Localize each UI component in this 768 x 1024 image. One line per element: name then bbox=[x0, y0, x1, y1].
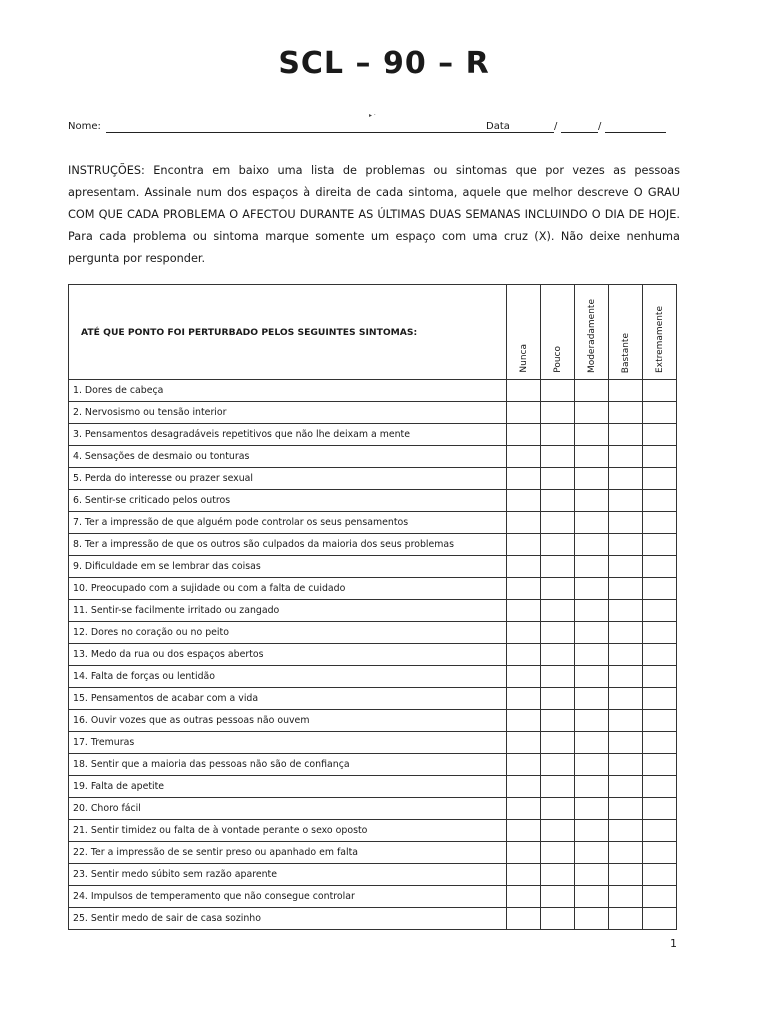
answer-box[interactable] bbox=[643, 468, 677, 490]
answer-box[interactable] bbox=[609, 732, 643, 754]
symptom-text: 20. Choro fácil bbox=[69, 798, 507, 820]
answer-box[interactable] bbox=[507, 666, 541, 688]
symptom-text: 9. Dificuldade em se lembrar das coisas bbox=[69, 556, 507, 578]
table-row bbox=[69, 402, 677, 424]
scale-label: Bastante bbox=[620, 332, 631, 373]
answer-box[interactable] bbox=[575, 380, 609, 402]
answer-box[interactable] bbox=[575, 644, 609, 666]
answer-box[interactable] bbox=[541, 644, 575, 666]
answer-box[interactable] bbox=[575, 864, 609, 886]
answer-box[interactable] bbox=[643, 864, 677, 886]
scale-header-extremamente bbox=[643, 285, 677, 380]
answer-box[interactable] bbox=[609, 864, 643, 886]
answer-box[interactable] bbox=[507, 556, 541, 578]
symptom-items bbox=[69, 380, 677, 930]
answer-box[interactable] bbox=[575, 512, 609, 534]
symptom-text: 11. Sentir-se facilmente irritado ou zangado bbox=[69, 600, 507, 622]
table-row bbox=[69, 688, 677, 710]
table-row bbox=[69, 644, 677, 666]
answer-box[interactable] bbox=[507, 578, 541, 600]
answer-box[interactable] bbox=[643, 886, 677, 908]
date-separator: / bbox=[554, 121, 558, 132]
answer-box[interactable] bbox=[609, 534, 643, 556]
answer-box[interactable] bbox=[575, 556, 609, 578]
answer-box[interactable] bbox=[575, 776, 609, 798]
answer-box[interactable] bbox=[507, 754, 541, 776]
answer-box[interactable] bbox=[507, 424, 541, 446]
answer-box[interactable] bbox=[609, 820, 643, 842]
answer-box[interactable] bbox=[609, 380, 643, 402]
date-month-field[interactable] bbox=[561, 132, 598, 133]
answer-box[interactable] bbox=[643, 842, 677, 864]
answer-box[interactable] bbox=[575, 666, 609, 688]
answer-box[interactable] bbox=[575, 908, 609, 930]
answer-box[interactable] bbox=[609, 644, 643, 666]
name-field[interactable] bbox=[106, 132, 542, 133]
answer-box[interactable] bbox=[609, 424, 643, 446]
answer-box[interactable] bbox=[575, 490, 609, 512]
answer-box[interactable] bbox=[507, 380, 541, 402]
answer-box[interactable] bbox=[575, 534, 609, 556]
answer-box[interactable] bbox=[507, 644, 541, 666]
table-row bbox=[69, 556, 677, 578]
table-row bbox=[69, 710, 677, 732]
table-row bbox=[69, 380, 677, 402]
table-row bbox=[69, 908, 677, 930]
answer-box[interactable] bbox=[609, 490, 643, 512]
scale-label: Pouco bbox=[552, 346, 563, 373]
symptom-text: 23. Sentir medo súbito sem razão aparente bbox=[69, 864, 507, 886]
answer-box[interactable] bbox=[643, 600, 677, 622]
symptom-text: 12. Dores no coração ou no peito bbox=[69, 622, 507, 644]
symptom-table bbox=[68, 284, 677, 930]
answer-box[interactable] bbox=[507, 622, 541, 644]
answer-box[interactable] bbox=[643, 446, 677, 468]
symptom-text: 7. Ter a impressão de que alguém pode controlar os seus pensamentos bbox=[69, 512, 507, 534]
answer-box[interactable] bbox=[507, 908, 541, 930]
symptom-text: 2. Nervosismo ou tensão interior bbox=[69, 402, 507, 424]
answer-box[interactable] bbox=[609, 446, 643, 468]
answer-box[interactable] bbox=[643, 490, 677, 512]
symptom-text: 22. Ter a impressão de se sentir preso ou apanhado em falta bbox=[69, 842, 507, 864]
answer-box[interactable] bbox=[507, 864, 541, 886]
symptom-text: 4. Sensações de desmaio ou tonturas bbox=[69, 446, 507, 468]
table-row bbox=[69, 512, 677, 534]
answer-box[interactable] bbox=[507, 688, 541, 710]
table-row bbox=[69, 578, 677, 600]
table-row bbox=[69, 864, 677, 886]
answer-box[interactable] bbox=[541, 600, 575, 622]
symptom-text: 19. Falta de apetite bbox=[69, 776, 507, 798]
answer-box[interactable] bbox=[609, 622, 643, 644]
scale-label: Extremamente bbox=[654, 306, 665, 373]
answer-box[interactable] bbox=[541, 842, 575, 864]
symptom-text: 6. Sentir-se criticado pelos outros bbox=[69, 490, 507, 512]
answer-box[interactable] bbox=[609, 600, 643, 622]
answer-box[interactable] bbox=[541, 666, 575, 688]
answer-box[interactable] bbox=[609, 798, 643, 820]
form-title: SCL – 90 – R bbox=[278, 46, 490, 81]
symptom-text: 15. Pensamentos de acabar com a vida bbox=[69, 688, 507, 710]
instructions-paragraph: INSTRUÇÕES: Encontra em baixo uma lista de problemas ou sintomas que por vezes as pessoas apresentam. Assinale num dos espaços à direita de cada sintoma, aquele que melhor descreve O GRAU COM QUE CADA PROBLEMA O AFECTOU DURANTE AS ÚLTIMAS DUAS SEMANAS INCLUINDO O DIA DE HOJE. Para cada problema ou sintoma marque somente um espaço com uma cruz (X). Não deixe nenhuma pergunta por responder. bbox=[68, 164, 680, 265]
answer-box[interactable] bbox=[609, 666, 643, 688]
answer-box[interactable] bbox=[575, 578, 609, 600]
symptom-text: 21. Sentir timidez ou falta de à vontade perante o sexo oposto bbox=[69, 820, 507, 842]
date-label: Data bbox=[486, 121, 510, 132]
answer-box[interactable] bbox=[541, 512, 575, 534]
answer-box[interactable] bbox=[541, 710, 575, 732]
answer-box[interactable] bbox=[541, 424, 575, 446]
answer-box[interactable] bbox=[575, 688, 609, 710]
answer-box[interactable] bbox=[643, 666, 677, 688]
symptom-text: 1. Dores de cabeça bbox=[69, 380, 507, 402]
answer-box[interactable] bbox=[541, 798, 575, 820]
answer-box[interactable] bbox=[507, 600, 541, 622]
answer-box[interactable] bbox=[541, 732, 575, 754]
answer-box[interactable] bbox=[541, 490, 575, 512]
answer-box[interactable] bbox=[507, 710, 541, 732]
answer-box[interactable] bbox=[643, 380, 677, 402]
answer-box[interactable] bbox=[541, 908, 575, 930]
answer-box[interactable] bbox=[609, 842, 643, 864]
date-separator: / bbox=[598, 121, 602, 132]
table-row bbox=[69, 776, 677, 798]
answer-box[interactable] bbox=[643, 556, 677, 578]
answer-box[interactable] bbox=[541, 776, 575, 798]
answer-box[interactable] bbox=[643, 578, 677, 600]
table-row bbox=[69, 798, 677, 820]
answer-box[interactable] bbox=[507, 886, 541, 908]
table-row bbox=[69, 446, 677, 468]
answer-box[interactable] bbox=[609, 402, 643, 424]
table-row bbox=[69, 468, 677, 490]
date-day-field[interactable] bbox=[516, 132, 554, 133]
answer-box[interactable] bbox=[541, 534, 575, 556]
answer-box[interactable] bbox=[609, 578, 643, 600]
answer-box[interactable] bbox=[575, 732, 609, 754]
table-row bbox=[69, 424, 677, 446]
answer-box[interactable] bbox=[575, 622, 609, 644]
table-row bbox=[69, 754, 677, 776]
answer-box[interactable] bbox=[575, 886, 609, 908]
scale-header-bastante bbox=[609, 285, 643, 380]
answer-box[interactable] bbox=[541, 886, 575, 908]
date-year-field[interactable] bbox=[605, 132, 666, 133]
answer-box[interactable] bbox=[643, 622, 677, 644]
table-row bbox=[69, 886, 677, 908]
answer-box[interactable] bbox=[507, 402, 541, 424]
scale-header-moderadamente bbox=[575, 285, 609, 380]
scale-label: Moderadamente bbox=[586, 298, 597, 373]
answer-box[interactable] bbox=[507, 732, 541, 754]
answer-box[interactable] bbox=[643, 424, 677, 446]
answer-box[interactable] bbox=[541, 754, 575, 776]
answer-box[interactable] bbox=[541, 402, 575, 424]
symptom-text: 18. Sentir que a maioria das pessoas não são de confiança bbox=[69, 754, 507, 776]
answer-box[interactable] bbox=[575, 798, 609, 820]
answer-box[interactable] bbox=[541, 468, 575, 490]
answer-box[interactable] bbox=[575, 820, 609, 842]
answer-box[interactable] bbox=[541, 446, 575, 468]
table-row bbox=[69, 666, 677, 688]
answer-box[interactable] bbox=[609, 908, 643, 930]
answer-box[interactable] bbox=[643, 512, 677, 534]
answer-box[interactable] bbox=[643, 710, 677, 732]
answer-box[interactable] bbox=[507, 820, 541, 842]
name-label: Nome: bbox=[68, 121, 101, 132]
answer-box[interactable] bbox=[575, 600, 609, 622]
answer-box[interactable] bbox=[541, 380, 575, 402]
answer-box[interactable] bbox=[575, 842, 609, 864]
scale-label: Nunca bbox=[518, 344, 529, 373]
symptom-text: 17. Tremuras bbox=[69, 732, 507, 754]
answer-box[interactable] bbox=[643, 534, 677, 556]
answer-box[interactable] bbox=[575, 468, 609, 490]
table-row bbox=[69, 622, 677, 644]
answer-box[interactable] bbox=[575, 754, 609, 776]
answer-box[interactable] bbox=[575, 402, 609, 424]
answer-box[interactable] bbox=[643, 644, 677, 666]
answer-box[interactable] bbox=[541, 820, 575, 842]
answer-box[interactable] bbox=[609, 468, 643, 490]
answer-box[interactable] bbox=[643, 688, 677, 710]
answer-box[interactable] bbox=[643, 776, 677, 798]
answer-box[interactable] bbox=[575, 710, 609, 732]
answer-box[interactable] bbox=[609, 688, 643, 710]
symptom-text: 16. Ouvir vozes que as outras pessoas não ouvem bbox=[69, 710, 507, 732]
table-row bbox=[69, 534, 677, 556]
page-number: 1 bbox=[670, 937, 677, 950]
answer-box[interactable] bbox=[507, 468, 541, 490]
name-date-row bbox=[68, 121, 668, 137]
answer-box[interactable] bbox=[541, 622, 575, 644]
answer-box[interactable] bbox=[541, 864, 575, 886]
symptom-text: 24. Impulsos de temperamento que não consegue controlar bbox=[69, 886, 507, 908]
answer-box[interactable] bbox=[609, 512, 643, 534]
scan-speck: ▸ · bbox=[369, 112, 376, 119]
symptom-text: 3. Pensamentos desagradáveis repetitivos que não lhe deixam a mente bbox=[69, 424, 507, 446]
table-row bbox=[69, 732, 677, 754]
answer-box[interactable] bbox=[541, 556, 575, 578]
answer-box[interactable] bbox=[541, 578, 575, 600]
symptom-text: 13. Medo da rua ou dos espaços abertos bbox=[69, 644, 507, 666]
answer-box[interactable] bbox=[643, 820, 677, 842]
table-question-header: ATÉ QUE PONTO FOI PERTURBADO PELOS SEGUINTES SINTOMAS: bbox=[69, 285, 507, 380]
table-row bbox=[69, 600, 677, 622]
symptom-text: 14. Falta de forças ou lentidão bbox=[69, 666, 507, 688]
symptom-text: 10. Preocupado com a sujidade ou com a falta de cuidado bbox=[69, 578, 507, 600]
answer-box[interactable] bbox=[609, 710, 643, 732]
table-row bbox=[69, 820, 677, 842]
symptom-text: 8. Ter a impressão de que os outros são culpados da maioria dos seus problemas bbox=[69, 534, 507, 556]
answer-box[interactable] bbox=[575, 446, 609, 468]
answer-box[interactable] bbox=[643, 754, 677, 776]
answer-box[interactable] bbox=[507, 798, 541, 820]
scale-header-pouco bbox=[541, 285, 575, 380]
answer-box[interactable] bbox=[609, 886, 643, 908]
answer-box[interactable] bbox=[507, 512, 541, 534]
answer-box[interactable] bbox=[541, 688, 575, 710]
symptom-text: 5. Perda do interesse ou prazer sexual bbox=[69, 468, 507, 490]
answer-box[interactable] bbox=[609, 776, 643, 798]
answer-box[interactable] bbox=[643, 908, 677, 930]
answer-box[interactable] bbox=[643, 732, 677, 754]
answer-box[interactable] bbox=[507, 776, 541, 798]
answer-box[interactable] bbox=[609, 556, 643, 578]
scale-header-nunca bbox=[507, 285, 541, 380]
answer-box[interactable] bbox=[507, 490, 541, 512]
answer-box[interactable] bbox=[643, 402, 677, 424]
symptom-text: 25. Sentir medo de sair de casa sozinho bbox=[69, 908, 507, 930]
table-row bbox=[69, 490, 677, 512]
answer-box[interactable] bbox=[507, 446, 541, 468]
table-row bbox=[69, 842, 677, 864]
answer-box[interactable] bbox=[507, 842, 541, 864]
answer-box[interactable] bbox=[507, 534, 541, 556]
answer-box[interactable] bbox=[609, 754, 643, 776]
answer-box[interactable] bbox=[575, 424, 609, 446]
answer-box[interactable] bbox=[643, 798, 677, 820]
